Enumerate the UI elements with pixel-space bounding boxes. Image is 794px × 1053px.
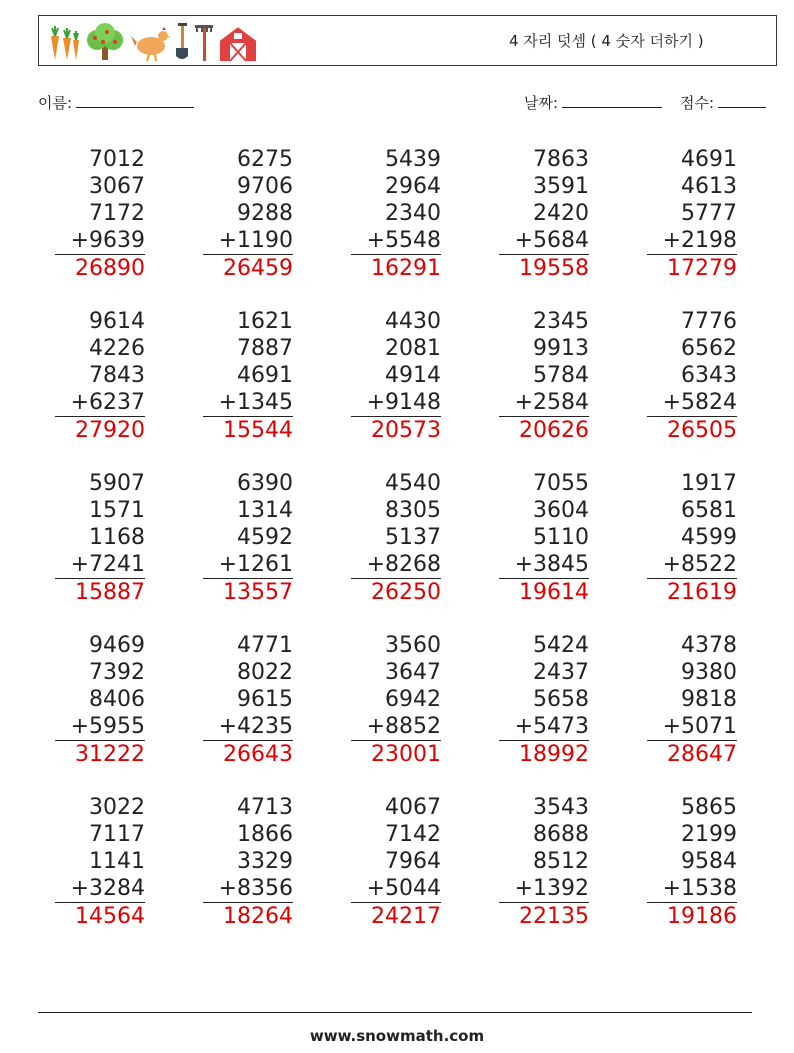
addend-3: 5658 bbox=[533, 687, 589, 712]
addend-2: 3591 bbox=[533, 174, 589, 199]
addend-2: 1866 bbox=[237, 822, 293, 847]
apple-tree-icon bbox=[83, 22, 127, 62]
addend-4-with-plus: +5955 bbox=[55, 713, 145, 741]
addend-4-with-plus: +8852 bbox=[351, 713, 441, 741]
answer: 26505 bbox=[667, 418, 737, 443]
score-label: 점수: bbox=[680, 94, 715, 112]
addend-1: 3560 bbox=[385, 633, 441, 658]
addend-4-with-plus: +8356 bbox=[203, 875, 293, 903]
addition-problem bbox=[203, 470, 293, 606]
addend-2: 7887 bbox=[237, 336, 293, 361]
addend-1: 5424 bbox=[533, 633, 589, 658]
addition-problem bbox=[499, 632, 589, 768]
addend-1: 4378 bbox=[681, 633, 737, 658]
addend-2: 3604 bbox=[533, 498, 589, 523]
addend-4-with-plus: +5548 bbox=[351, 227, 441, 255]
addition-problem bbox=[647, 308, 737, 444]
addend-4-with-plus: +1261 bbox=[203, 551, 293, 579]
answer: 26643 bbox=[223, 742, 293, 767]
addend-2: 9380 bbox=[681, 660, 737, 685]
addend-2: 4613 bbox=[681, 174, 737, 199]
addition-problem bbox=[647, 146, 737, 282]
addend-4-with-plus: +2584 bbox=[499, 389, 589, 417]
carrots-icon bbox=[45, 24, 81, 62]
addend-3: 6343 bbox=[681, 363, 737, 388]
addend-2: 3647 bbox=[385, 660, 441, 685]
answer: 15887 bbox=[75, 580, 145, 605]
answer: 21619 bbox=[667, 580, 737, 605]
addend-3: 1168 bbox=[89, 525, 145, 550]
answer: 26890 bbox=[75, 256, 145, 281]
addend-4-with-plus: +5684 bbox=[499, 227, 589, 255]
addend-1: 4540 bbox=[385, 471, 441, 496]
addend-3: 6942 bbox=[385, 687, 441, 712]
addend-1: 4067 bbox=[385, 795, 441, 820]
addend-3: 7964 bbox=[385, 849, 441, 874]
addend-4-with-plus: +5473 bbox=[499, 713, 589, 741]
addend-3: 2420 bbox=[533, 201, 589, 226]
addend-4-with-plus: +1392 bbox=[499, 875, 589, 903]
name-label: 이름: bbox=[38, 94, 73, 112]
answer: 15544 bbox=[223, 418, 293, 443]
answer: 26459 bbox=[223, 256, 293, 281]
addition-problem bbox=[647, 632, 737, 768]
addend-2: 8022 bbox=[237, 660, 293, 685]
name-field bbox=[38, 92, 194, 113]
addend-3: 5777 bbox=[681, 201, 737, 226]
addend-1: 7863 bbox=[533, 147, 589, 172]
addend-2: 8305 bbox=[385, 498, 441, 523]
worksheet-title: 4 자리 덧셈 ( 4 숫자 더하기 ) bbox=[509, 32, 704, 50]
addition-problem bbox=[647, 794, 737, 930]
addend-3: 3329 bbox=[237, 849, 293, 874]
addition-problem bbox=[499, 794, 589, 930]
addition-problem bbox=[351, 308, 441, 444]
footer-divider bbox=[38, 1012, 752, 1013]
answer: 19614 bbox=[519, 580, 589, 605]
addend-4-with-plus: +4235 bbox=[203, 713, 293, 741]
addition-problem bbox=[203, 146, 293, 282]
addend-1: 9469 bbox=[89, 633, 145, 658]
addend-1: 4771 bbox=[237, 633, 293, 658]
answer: 26250 bbox=[371, 580, 441, 605]
answer: 27920 bbox=[75, 418, 145, 443]
answer: 17279 bbox=[667, 256, 737, 281]
addend-2: 2437 bbox=[533, 660, 589, 685]
hen-icon bbox=[129, 24, 171, 62]
addend-1: 4691 bbox=[681, 147, 737, 172]
addend-4-with-plus: +5824 bbox=[647, 389, 737, 417]
addend-2: 6562 bbox=[681, 336, 737, 361]
addend-2: 1314 bbox=[237, 498, 293, 523]
addend-3: 4914 bbox=[385, 363, 441, 388]
addend-4-with-plus: +8522 bbox=[647, 551, 737, 579]
addend-4-with-plus: +3284 bbox=[55, 875, 145, 903]
addition-problem bbox=[203, 308, 293, 444]
addend-3: 5110 bbox=[533, 525, 589, 550]
addend-3: 7172 bbox=[89, 201, 145, 226]
addend-2: 3067 bbox=[89, 174, 145, 199]
addend-1: 5439 bbox=[385, 147, 441, 172]
addend-3: 9818 bbox=[681, 687, 737, 712]
addend-1: 7055 bbox=[533, 471, 589, 496]
addend-4-with-plus: +5071 bbox=[647, 713, 737, 741]
date-field bbox=[524, 92, 662, 113]
answer: 28647 bbox=[667, 742, 737, 767]
addition-problem bbox=[55, 632, 145, 768]
answer: 19186 bbox=[667, 904, 737, 929]
addition-problem bbox=[499, 146, 589, 282]
addend-1: 6390 bbox=[237, 471, 293, 496]
answer: 22135 bbox=[519, 904, 589, 929]
addend-2: 4226 bbox=[89, 336, 145, 361]
answer: 31222 bbox=[75, 742, 145, 767]
addend-1: 5907 bbox=[89, 471, 145, 496]
addition-problem bbox=[351, 470, 441, 606]
addition-problem bbox=[351, 794, 441, 930]
date-label: 날짜: bbox=[524, 94, 559, 112]
addend-2: 9913 bbox=[533, 336, 589, 361]
addend-3: 8512 bbox=[533, 849, 589, 874]
addend-1: 2345 bbox=[533, 309, 589, 334]
name-blank-line bbox=[76, 93, 194, 108]
addend-2: 7392 bbox=[89, 660, 145, 685]
worksheet-header bbox=[38, 15, 777, 66]
score-blank-line bbox=[718, 93, 766, 108]
addend-1: 7776 bbox=[681, 309, 737, 334]
answer: 23001 bbox=[371, 742, 441, 767]
addend-2: 2964 bbox=[385, 174, 441, 199]
addend-1: 1917 bbox=[681, 471, 737, 496]
answer: 20626 bbox=[519, 418, 589, 443]
addend-4-with-plus: +1538 bbox=[647, 875, 737, 903]
answer: 18992 bbox=[519, 742, 589, 767]
addend-4-with-plus: +9639 bbox=[55, 227, 145, 255]
score-field bbox=[680, 92, 766, 113]
footer-website: www.snowmath.com bbox=[309, 1027, 485, 1045]
addition-problem bbox=[55, 794, 145, 930]
addend-4-with-plus: +7241 bbox=[55, 551, 145, 579]
addend-4-with-plus: +5044 bbox=[351, 875, 441, 903]
addend-1: 3022 bbox=[89, 795, 145, 820]
addend-4-with-plus: +1345 bbox=[203, 389, 293, 417]
addend-1: 9614 bbox=[89, 309, 145, 334]
addend-1: 1621 bbox=[237, 309, 293, 334]
addend-3: 1141 bbox=[89, 849, 145, 874]
addend-4-with-plus: +2198 bbox=[647, 227, 737, 255]
addend-2: 2199 bbox=[681, 822, 737, 847]
addend-4-with-plus: +9148 bbox=[351, 389, 441, 417]
addend-2: 7142 bbox=[385, 822, 441, 847]
addend-1: 4430 bbox=[385, 309, 441, 334]
addend-2: 8688 bbox=[533, 822, 589, 847]
addend-3: 4691 bbox=[237, 363, 293, 388]
addition-problem bbox=[55, 146, 145, 282]
header-icons bbox=[45, 20, 259, 62]
addend-1: 7012 bbox=[89, 147, 145, 172]
addend-3: 4592 bbox=[237, 525, 293, 550]
rake-icon bbox=[193, 22, 215, 62]
answer: 19558 bbox=[519, 256, 589, 281]
shovel-icon bbox=[173, 22, 191, 62]
addend-4-with-plus: +6237 bbox=[55, 389, 145, 417]
addend-3: 9288 bbox=[237, 201, 293, 226]
date-blank-line bbox=[562, 93, 662, 108]
barn-icon bbox=[217, 24, 259, 62]
addition-problem bbox=[55, 308, 145, 444]
addend-2: 6581 bbox=[681, 498, 737, 523]
answer: 20573 bbox=[371, 418, 441, 443]
addend-1: 4713 bbox=[237, 795, 293, 820]
addend-3: 5784 bbox=[533, 363, 589, 388]
addend-1: 3543 bbox=[533, 795, 589, 820]
addend-3: 7843 bbox=[89, 363, 145, 388]
addition-problem bbox=[499, 308, 589, 444]
addend-2: 1571 bbox=[89, 498, 145, 523]
addition-problem bbox=[203, 794, 293, 930]
addend-3: 4599 bbox=[681, 525, 737, 550]
addend-2: 7117 bbox=[89, 822, 145, 847]
addend-3: 2340 bbox=[385, 201, 441, 226]
addition-problem bbox=[647, 470, 737, 606]
addend-3: 5137 bbox=[385, 525, 441, 550]
addend-3: 9584 bbox=[681, 849, 737, 874]
addend-1: 6275 bbox=[237, 147, 293, 172]
addend-3: 8406 bbox=[89, 687, 145, 712]
addition-problem bbox=[203, 632, 293, 768]
answer: 16291 bbox=[371, 256, 441, 281]
addition-problem bbox=[499, 470, 589, 606]
addend-4-with-plus: +1190 bbox=[203, 227, 293, 255]
addition-problem bbox=[55, 470, 145, 606]
answer: 13557 bbox=[223, 580, 293, 605]
addend-2: 9706 bbox=[237, 174, 293, 199]
answer: 24217 bbox=[371, 904, 441, 929]
addition-problem bbox=[351, 146, 441, 282]
addend-4-with-plus: +8268 bbox=[351, 551, 441, 579]
addend-1: 5865 bbox=[681, 795, 737, 820]
addend-3: 9615 bbox=[237, 687, 293, 712]
addition-problem bbox=[351, 632, 441, 768]
addend-4-with-plus: +3845 bbox=[499, 551, 589, 579]
answer: 14564 bbox=[75, 904, 145, 929]
answer: 18264 bbox=[223, 904, 293, 929]
addend-2: 2081 bbox=[385, 336, 441, 361]
